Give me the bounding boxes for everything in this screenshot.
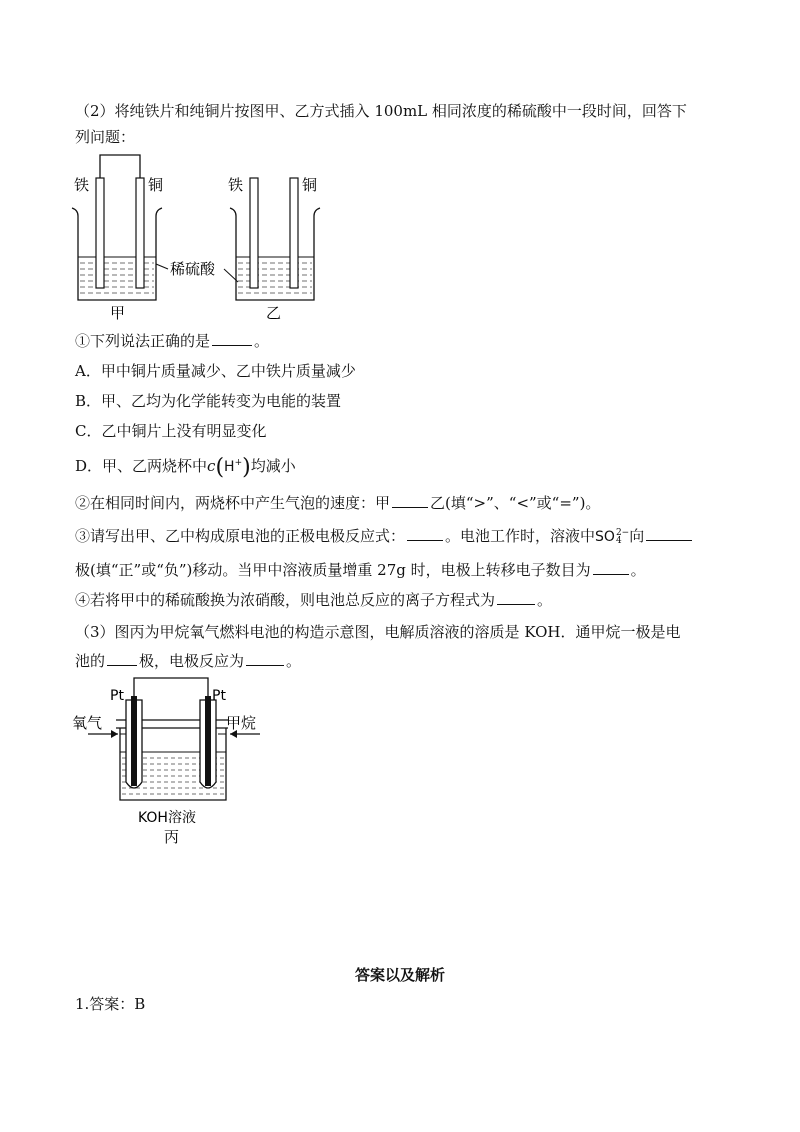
label-methane: 甲烷	[226, 714, 257, 732]
sulfate-ion: SO	[595, 529, 615, 545]
label-yi: 乙	[266, 304, 282, 322]
label-iron-jia: 铁	[74, 176, 90, 194]
label-oxygen: 氧气	[72, 714, 103, 732]
option-a: A．甲中铜片质量减少、乙中铁片质量减少	[75, 362, 356, 380]
q3-line1: （3）图丙为甲烷氧气燃料电池的构造示意图，电解质溶液的溶质是 KOH．通甲烷一极是电	[75, 623, 681, 641]
electrode-left	[126, 696, 142, 788]
beaker-jia	[72, 178, 162, 300]
beaker-yi	[230, 178, 320, 300]
answer-1: 1.答案：B	[75, 995, 146, 1013]
q2-sub2: ②在相同时间内，两烧杯中产生气泡的速度：甲 乙(填“>”、“<”或“=”)。	[75, 494, 601, 512]
q2-sub1-stem: ①下列说法正确的是 。	[75, 332, 270, 350]
label-iron-yi: 铁	[228, 176, 244, 194]
q2-sub3-line2: 极(填“正”或“负”)移动。当甲中溶液质量增重 27g 时，电极上转移电子数目为 。	[75, 561, 646, 579]
q2-sub4: ④若将甲中的稀硫酸换为浓硝酸，则电池总反应的离子方程式为 。	[75, 591, 553, 609]
answer-blank-3[interactable]	[407, 526, 443, 541]
figure-jia-yi	[60, 150, 360, 325]
label-koh-solution: KOH溶液	[138, 810, 196, 826]
label-pt-right: Pt	[212, 688, 226, 704]
concentration-symbol: c	[207, 457, 216, 475]
option-c: C．乙中铜片上没有明显变化	[75, 422, 267, 440]
answer-blank-5[interactable]	[593, 560, 629, 575]
answer-blank-6[interactable]	[497, 590, 535, 605]
option-b: B．甲、乙均为化学能转变为电能的装置	[75, 392, 342, 410]
label-pt-left: Pt	[110, 688, 124, 704]
option-d: D．甲、乙两烧杯中c(H+)均减小	[75, 455, 296, 480]
answers-heading: 答案以及解析	[354, 966, 445, 984]
q2-intro-line2: 列问题：	[75, 128, 136, 146]
electrode-right	[200, 696, 216, 788]
answer-blank-7[interactable]	[107, 651, 137, 666]
q3-line2: 池的 极，电极反应为 。	[75, 652, 302, 670]
label-bing: 丙	[164, 828, 180, 846]
label-acid: 稀硫酸	[170, 260, 216, 278]
answer-blank-4[interactable]	[646, 526, 692, 541]
label-jia: 甲	[110, 304, 126, 322]
figure-bing	[68, 672, 283, 852]
answer-blank-8[interactable]	[246, 651, 284, 666]
answer-blank-1[interactable]	[212, 331, 252, 346]
q2-sub3-line1: ③请写出甲、乙中构成原电池的正极电极反应式： 。电池工作时，溶液中SO2− 4 向	[75, 526, 694, 547]
label-copper-jia: 铜	[148, 176, 164, 194]
q2-intro-line1: （2）将纯铁片和纯铜片按图甲、乙方式插入 100mL 相同浓度的稀硫酸中一段时间，回答下	[75, 102, 687, 120]
answer-blank-2[interactable]	[392, 493, 428, 508]
label-copper-yi: 铜	[302, 176, 318, 194]
